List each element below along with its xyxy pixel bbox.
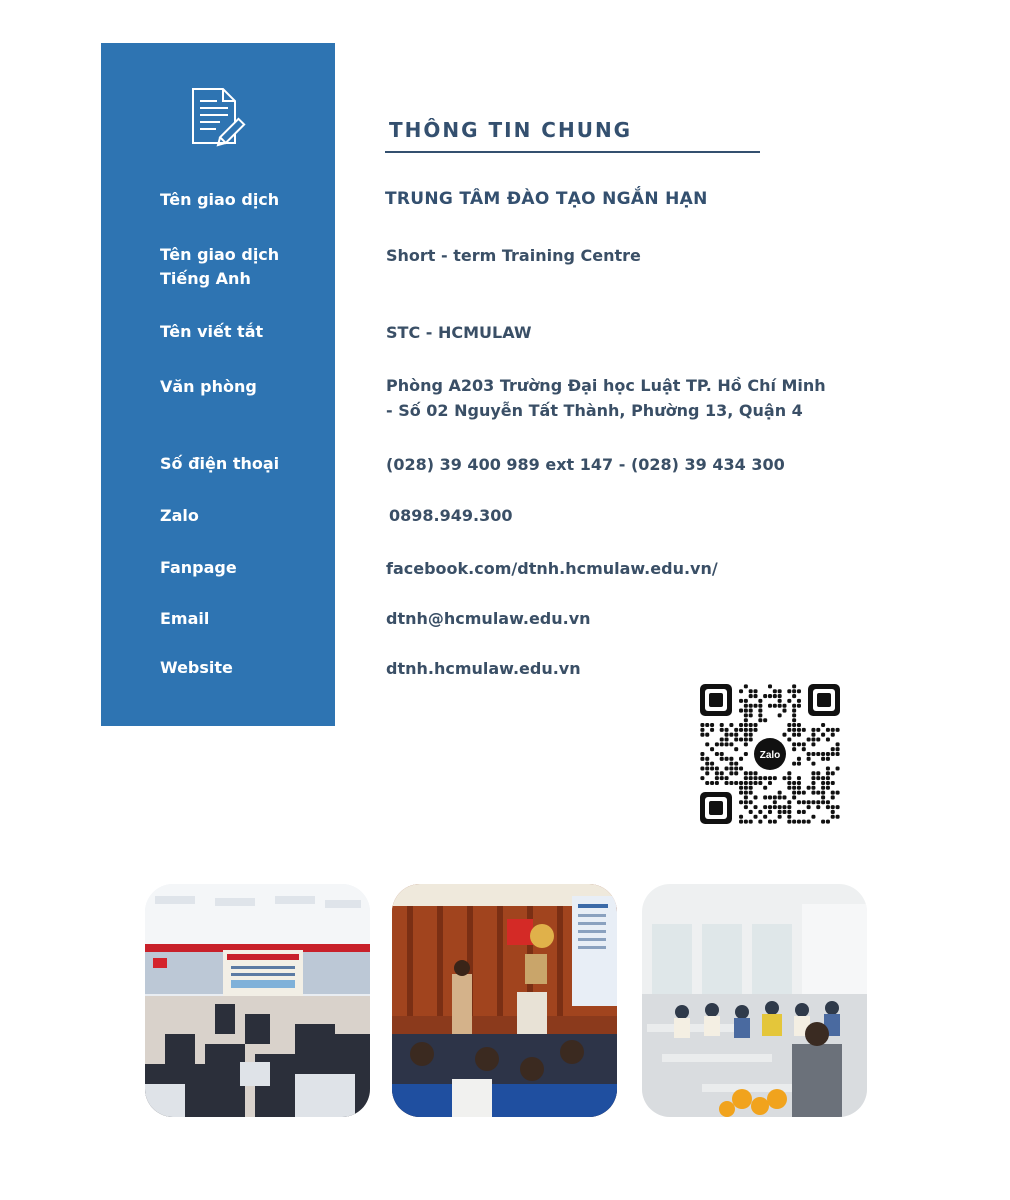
label-transaction-name: Tên giao dịch [160, 190, 280, 209]
value-phone: (028) 39 400 989 ext 147 - (028) 39 434 300 [386, 455, 785, 474]
photo-lecture-speaker [392, 884, 617, 1117]
value-english-name: Short - term Training Centre [386, 246, 641, 265]
label-english-name-line2: Tiếng Anh [160, 269, 251, 288]
value-transaction-name: TRUNG TÂM ĐÀO TẠO NGẮN HẠN [385, 189, 708, 209]
value-website[interactable]: dtnh.hcmulaw.edu.vn [386, 659, 581, 678]
value-zalo: 0898.949.300 [389, 506, 513, 525]
label-website: Website [160, 658, 233, 677]
value-office-line1: Phòng A203 Trường Đại học Luật TP. Hồ Chí Minh [386, 376, 826, 395]
label-phone: Số điện thoại [160, 454, 280, 473]
label-fanpage: Fanpage [160, 558, 237, 577]
label-english-name-line1: Tên giao dịch [160, 245, 280, 264]
value-office-line2: - Số 02 Nguyễn Tất Thành, Phường 13, Quận 4 [386, 401, 803, 420]
photo-classroom [642, 884, 867, 1117]
zalo-qr-code [700, 684, 840, 824]
zalo-logo-text: Zalo [759, 750, 781, 761]
section-title: THÔNG TIN CHUNG [389, 118, 633, 142]
section-divider [385, 151, 760, 153]
label-office: Văn phòng [160, 377, 257, 396]
photo-opening-ceremony [145, 884, 370, 1117]
value-email[interactable]: dtnh@hcmulaw.edu.vn [386, 609, 591, 628]
value-abbreviation: STC - HCMULAW [386, 323, 532, 342]
label-abbreviation: Tên viết tắt [160, 322, 264, 341]
document-pen-icon [190, 87, 248, 153]
label-email: Email [160, 609, 210, 628]
label-zalo: Zalo [160, 506, 199, 525]
value-fanpage[interactable]: facebook.com/dtnh.hcmulaw.edu.vn/ [386, 559, 718, 578]
